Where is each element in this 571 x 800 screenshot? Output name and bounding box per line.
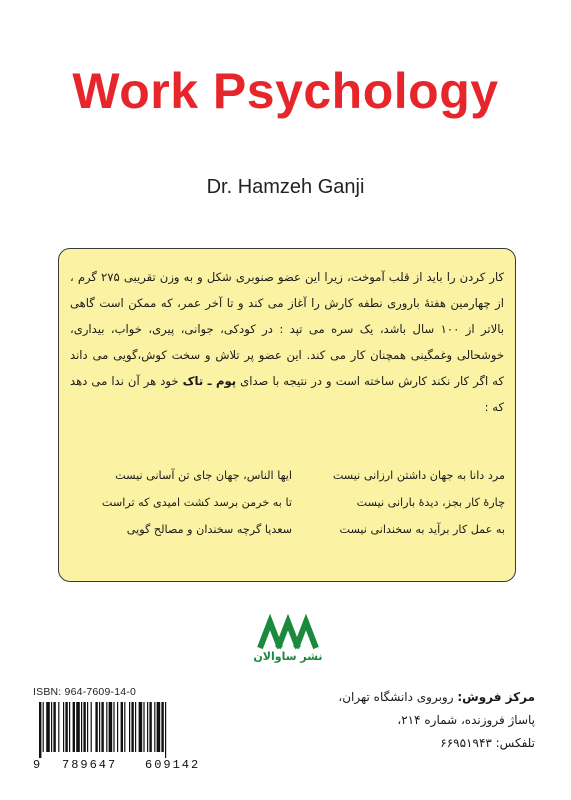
sales-address-line2: پاساژ فروزنده، شماره ۲۱۴،	[397, 713, 535, 727]
barcode-bar	[83, 702, 85, 752]
barcode-bar	[58, 702, 59, 752]
poem-verse: ایها الناس، جهان جای تن آسانی نیست	[115, 469, 292, 482]
barcode-bar	[73, 702, 75, 752]
barcode-bar	[63, 702, 64, 752]
poem-verse: چارهٔ کار بجز، دیدهٔ بارانی نیست	[356, 496, 505, 509]
barcode-bar	[46, 702, 50, 752]
prose-text-end: خود هر آن ندا می دهد که :	[70, 374, 504, 414]
prose-paragraph	[70, 264, 504, 420]
barcode-bar	[154, 702, 155, 752]
barcode-bar	[135, 702, 136, 752]
prose-text-start: کار کردن را باید از قلب آموخت، زیرا این عضو صنوبری شکل و به وزن تقریبی ۲۷۵ گرم ، از چهارمین هفتهٔ باروری نطفه کارش را آغاز می کند و تا آخر عمر، که ممکن است گاهی بالاتر از ۱۰۰ سال باشد، یک سره می تپد : در کودکی، جوانی، پیری، خواب، بیداری، خوشحالی وغمگینی همچنان کار می کند. این عضو پر تلاش و سخت کوش،گویی می داند که اگر کار نکند کارش ساخته است و در نتیجه با صدای	[70, 270, 505, 388]
barcode-bar	[124, 702, 125, 752]
barcode-bar	[109, 702, 113, 752]
barcode-bar	[161, 702, 163, 752]
barcode-bar	[87, 702, 88, 752]
barcode-bar	[157, 702, 161, 752]
poem-right-column	[102, 462, 292, 543]
barcode-bar	[99, 702, 100, 752]
sales-info	[275, 686, 535, 755]
barcode-bar	[165, 702, 166, 758]
isbn-label: ISBN: 964-7609-14-0	[33, 686, 137, 698]
publisher-name: نشر ساوالان	[253, 650, 323, 663]
author-name: Dr. Hamzeh Ganji	[206, 176, 365, 198]
barcode-bar	[143, 702, 144, 752]
poem-verse: تا به خرمن برسد کشت امیدی که تراست	[101, 496, 292, 509]
barcode-bar	[106, 702, 107, 752]
barcode-bar	[113, 702, 114, 752]
barcode-bar	[147, 702, 148, 752]
barcode-bar	[91, 702, 92, 752]
barcode-bar	[101, 702, 103, 752]
poem-verse: مرد دانا به جهان داشتن ارزانی نیست	[332, 469, 505, 482]
barcode-bar	[117, 702, 118, 752]
barcode	[33, 702, 235, 758]
sales-label: مرکز فروش:	[457, 690, 535, 704]
barcode-bar	[95, 702, 97, 752]
barcode-bar	[39, 702, 41, 758]
barcode-bar	[43, 702, 44, 752]
barcode-bar	[53, 702, 55, 752]
barcode-left-digits: 789647	[62, 758, 118, 772]
barcode-bar	[131, 702, 133, 752]
barcode-bar	[69, 702, 70, 752]
book-title: Work Psychology	[72, 63, 499, 119]
barcode-right-digits: 609142	[145, 758, 201, 772]
barcode-bar	[76, 702, 80, 752]
barcode-bar	[149, 702, 151, 752]
barcode-bar	[121, 702, 123, 752]
barcode-bar	[51, 702, 52, 752]
barcode-first-digit: 9	[33, 758, 41, 772]
prose-bold-word: پوم ـ تاک	[182, 374, 237, 388]
poem-verse: سعدیا گرچه سخندان و مصالح گویی	[126, 523, 292, 536]
barcode-bar	[139, 702, 143, 752]
sales-phone: تلفکس: ۶۶۹۵۱۹۴۳	[440, 736, 535, 750]
barcode-bar	[81, 702, 82, 752]
barcode-bar	[129, 702, 130, 752]
barcode-bar	[65, 702, 67, 752]
sales-address-line1: روبروی دانشگاه تهران،	[338, 690, 458, 704]
poem-left-column	[333, 462, 505, 543]
poem-verse: به عمل کار برآید به سخندانی نیست	[339, 523, 505, 536]
